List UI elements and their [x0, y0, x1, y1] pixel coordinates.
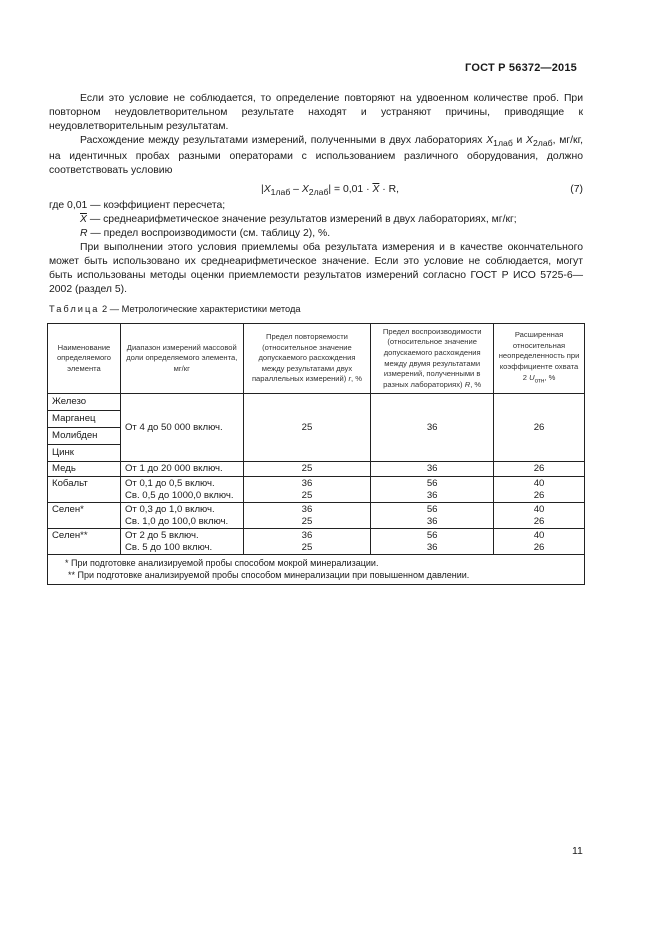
table-notes-row [48, 555, 585, 585]
range-cell: От 4 до 50 000 включ. [120, 394, 243, 462]
body-text [49, 92, 583, 297]
header-uncertainty: Расширенная относительная неопределенность при коэффициенте охвата 2 $U_{отн}$, % [494, 324, 585, 394]
reproducibility-cell: 56 36 [371, 503, 494, 529]
formula-expression: $|X_{1лаб} - X_{2лаб}| = 0,01 \cdot \overline{X} \cdot R$, [261, 184, 399, 198]
element-cell: Селен** [48, 529, 121, 555]
reproducibility-cell: 56 36 [371, 477, 494, 503]
paragraph-retest: Если это условие не соблюдается, то определение повторяют на удвоенном количестве проб. При повторном неудовлетворительном результате находят и устраняют причины, приводящие к неудовлетворительным результатам. [49, 93, 583, 132]
paragraph-discrepancy: Расхождение между результатами измерений, полученными в двух лабораториях $X_{1лаб}$ и $X_{2лаб}$, мг/кг, на идентичных пробах разными операторами с использованием различного оборудования, должно соответствовать условию [49, 135, 584, 177]
element-cell: Кобальт [48, 477, 121, 503]
repeatability-cell: 25 [243, 462, 371, 477]
uncertainty-cell: 40 26 [494, 503, 585, 529]
element-cell: Селен* [48, 503, 121, 529]
reproducibility-cell: 36 [371, 394, 494, 462]
repeatability-cell: 36 25 [243, 477, 371, 503]
table-row [48, 394, 585, 411]
table-row [48, 477, 585, 503]
range-cell: От 1 до 20 000 включ. [120, 462, 243, 477]
uncertainty-cell: 26 [494, 462, 585, 477]
table-row [48, 462, 585, 477]
range-cell: От 2 до 5 включ. Св. 5 до 100 включ. [120, 529, 243, 555]
range-cell: От 0,1 до 0,5 включ. Св. 0,5 до 1000,0 включ. [120, 477, 243, 503]
header-reproducibility: Предел воспроизводимости (относительное значение допускаемого расхождения между двумя результатами измерений, полученными в разных лабораториях) R, % [371, 324, 494, 394]
definition-xbar: $\overline{X}$ — среднеарифметическое значение результатов измерений в двух лабораториях, мг/кг; [80, 214, 517, 226]
element-cell: Марганец [48, 411, 121, 428]
note-pressure-mineralization: ** При подготовке анализируемой пробы способом минерализации при повышенном давлении. [68, 570, 470, 580]
paragraph-acceptance: При выполнении этого условия приемлемы оба результата измерения и в качестве окончательного может быть использовано их среднеарифметическое значение. Если это условие не соблюдается, могут быть использованы методы оценки приемлемости результатов измерений согласно ГОСТ Р ИСО 5725-6—2002 (раздел 5). [49, 242, 583, 296]
reproducibility-cell: 56 36 [371, 529, 494, 555]
reproducibility-cell: 36 [371, 462, 494, 477]
element-cell: Железо [48, 394, 121, 411]
table-notes [48, 555, 585, 585]
table-caption: Таблица 2 — Метрологические характеристики метода [49, 304, 301, 314]
metrology-table [47, 323, 585, 585]
uncertainty-cell: 40 26 [494, 477, 585, 503]
header-range: Диапазон измерений массовой доли определяемого элемента, мг/кг [120, 324, 243, 394]
header-repeatability: Предел повторяемости (относительное значение допускаемого расхождения между результатами двух параллельных измерений) r, % [243, 324, 371, 394]
repeatability-cell: 36 25 [243, 503, 371, 529]
document-header: ГОСТ Р 56372—2015 [465, 62, 577, 74]
page-number: 11 [572, 845, 583, 857]
repeatability-cell: 25 [243, 394, 371, 462]
uncertainty-cell: 26 [494, 394, 585, 462]
element-cell: Цинк [48, 445, 121, 462]
header-element-name: Наименование определяемого элемента [48, 324, 121, 394]
repeatability-cell: 36 25 [243, 529, 371, 555]
note-wet-mineralization: * При подготовке анализируемой пробы способом мокрой минерализации. [65, 558, 379, 568]
formula-7 [49, 183, 583, 199]
formula-number: (7) [570, 184, 583, 196]
where-clause: где 0,01 — коэффициент пересчета; [49, 200, 226, 212]
range-cell: От 0,3 до 1,0 включ. Св. 1,0 до 100,0 включ. [120, 503, 243, 529]
table-row [48, 529, 585, 555]
element-cell: Молибден [48, 428, 121, 445]
definitions [49, 213, 583, 241]
definition-r: R — предел воспроизводимости (см. таблицу 2), %. [80, 228, 331, 240]
element-cell: Медь [48, 462, 121, 477]
uncertainty-cell: 40 26 [494, 529, 585, 555]
table-row [48, 503, 585, 529]
